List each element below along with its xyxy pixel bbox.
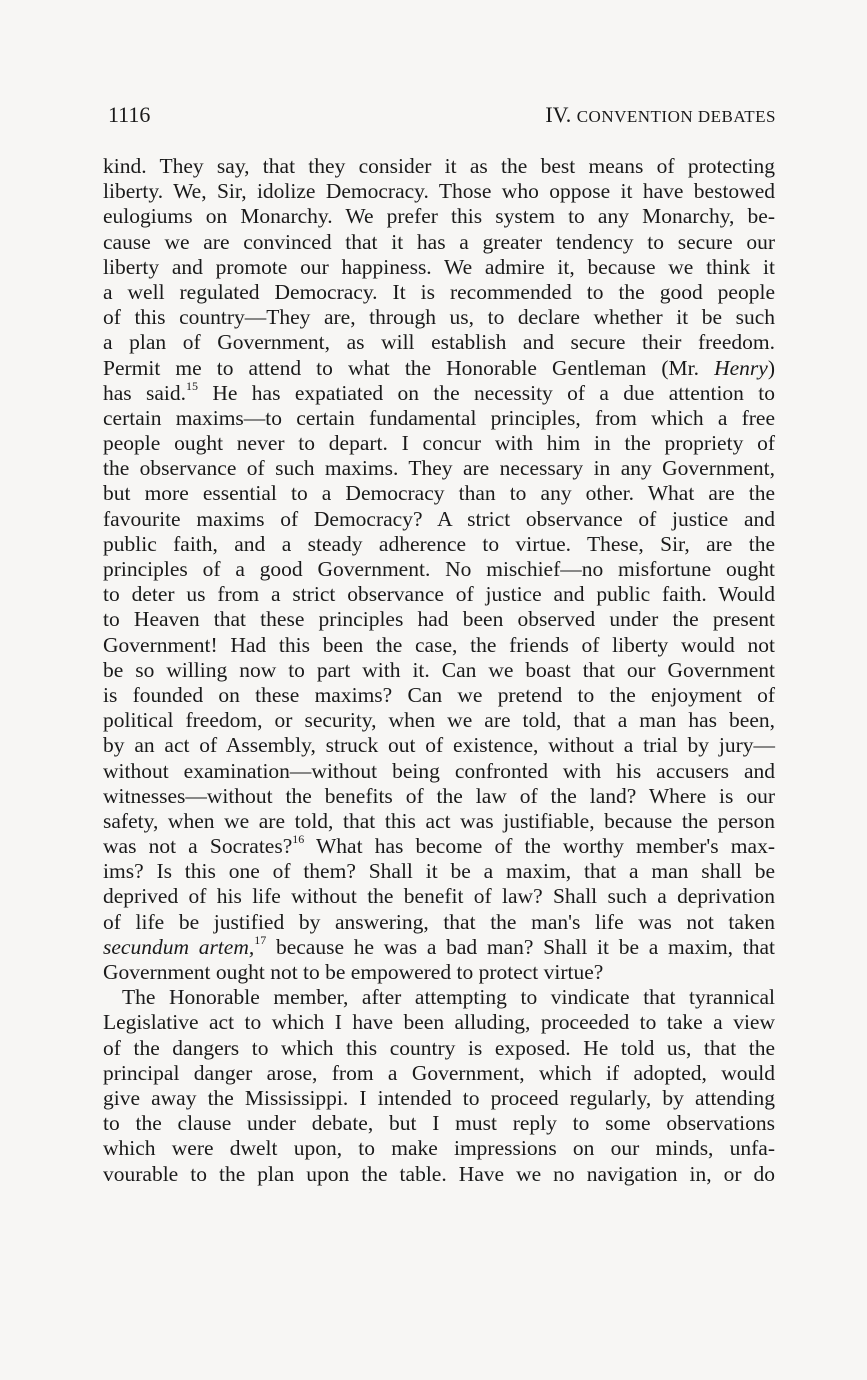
footnote-ref: 17 — [254, 932, 267, 947]
italic-phrase: secundum artem, — [103, 934, 255, 959]
text-line — [103, 831, 775, 859]
text-line: without examination—without being confronted with his accusers and — [103, 758, 775, 783]
text-run: Permit me to attend to what the Honorable Gentleman (Mr. — [103, 355, 715, 380]
text-line: the observance of such maxims. They are necessary in any Government, — [103, 456, 775, 481]
text-line: of the dangers to which this country is exposed. He told us, that the — [103, 1035, 775, 1060]
text-line: of this country—They are, through us, to declare whether it be such — [103, 305, 775, 330]
text-line: a well regulated Democracy. It is recommended to the good people — [103, 279, 775, 304]
text-line: political freedom, or security, when we are told, that a man has been, — [103, 708, 775, 733]
text-line: Government! Had this been the case, the friends of liberty would not — [103, 632, 775, 657]
text-line: favourite maxims of Democracy? A strict observance of justice and — [103, 506, 775, 531]
text-run: because he was a bad man? Shall it be a maxim, that — [266, 934, 776, 959]
text-line: vourable to the plan upon the table. Have we no navigation in, or do — [103, 1161, 775, 1186]
text-line: cause we are convinced that it has a greater tendency to secure our — [103, 229, 775, 254]
text-line: kind. They say, that they consider it as the best means of protecting — [103, 154, 775, 178]
text-line: to Heaven that these principles had been observed under the present — [103, 607, 775, 632]
text-line: of life be justified by answering, that the man's life was not taken — [103, 909, 775, 934]
text-run: What has become of the worthy member's max- — [304, 834, 775, 859]
text-line: Legislative act to which I have been alluding, proceeded to take a view — [103, 1010, 775, 1035]
text-line: certain maxims—to certain fundamental principles, from which a free — [103, 405, 775, 430]
text-line: which were dwelt upon, to make impressions on our minds, unfa- — [103, 1136, 775, 1161]
footnote-ref: 16 — [292, 831, 305, 846]
text-line: but more essential to a Democracy than to any other. What are the — [103, 481, 775, 506]
text-run: has said. — [103, 380, 187, 405]
text-line: Government ought not to be empowered to protect virtue? — [103, 960, 604, 984]
text-line — [103, 356, 775, 381]
italic-name: Henry — [714, 355, 768, 380]
text-line: a plan of Government, as will establish and secure their freedom. — [103, 330, 775, 355]
body-text — [103, 154, 775, 1187]
text-line: principles of a good Government. No mischief—no misfortune ought — [103, 557, 775, 581]
text-line: safety, when we are told, that this act was justifiable, because the person — [103, 808, 775, 833]
page-header — [108, 98, 776, 132]
footnote-ref: 15 — [186, 378, 199, 393]
text-line: to the clause under debate, but I must reply to some observations — [103, 1111, 775, 1136]
text-line: deprived of his life without the benefit of law? Shall such a deprivation — [103, 884, 775, 909]
text-line — [103, 378, 776, 406]
page-number: 1116 — [108, 102, 151, 127]
text-line: give away the Mississippi. I intended to proceed regularly, by attending — [103, 1085, 775, 1110]
running-head-title: CONVENTION DEBATES — [576, 107, 776, 126]
text-line: ims? Is this one of them? Shall it be a maxim, that a man shall be — [103, 859, 775, 884]
text-run: He has expatiated on the necessity of a due attention to — [198, 380, 776, 405]
text-line — [103, 932, 776, 960]
text-line: public faith, and a steady adherence to virtue. These, Sir, are the — [103, 531, 775, 556]
text-line: by an act of Assembly, struck out of existence, without a trial by jury— — [103, 733, 775, 758]
running-head — [545, 98, 776, 134]
text-line: be so willing now to part with it. Can we boast that our Government — [103, 657, 775, 682]
text-line: to deter us from a strict observance of justice and public faith. Would — [103, 582, 775, 607]
text-line: principal danger arose, from a Government, which if adopted, would — [103, 1060, 775, 1085]
text-line: liberty. We, Sir, idolize Democracy. Those who oppose it have bestowed — [103, 179, 775, 204]
text-run: was not a Socrates? — [103, 834, 293, 859]
text-line: eulogiums on Monarchy. We prefer this system to any Monarchy, be- — [103, 204, 775, 229]
text-line: liberty and promote our happiness. We admire it, because we think it — [103, 254, 775, 279]
text-line: witnesses—without the benefits of the law of the land? Where is our — [103, 783, 775, 808]
running-head-numeral: IV. — [545, 102, 572, 127]
text-line: people ought never to depart. I concur with him in the propriety of — [103, 431, 775, 456]
text-line: The Honorable member, after attempting to vindicate that tyrannical — [122, 985, 775, 1010]
text-run: ) — [767, 355, 775, 380]
text-line: is founded on these maxims? Can we pretend to the enjoyment of — [103, 682, 775, 707]
